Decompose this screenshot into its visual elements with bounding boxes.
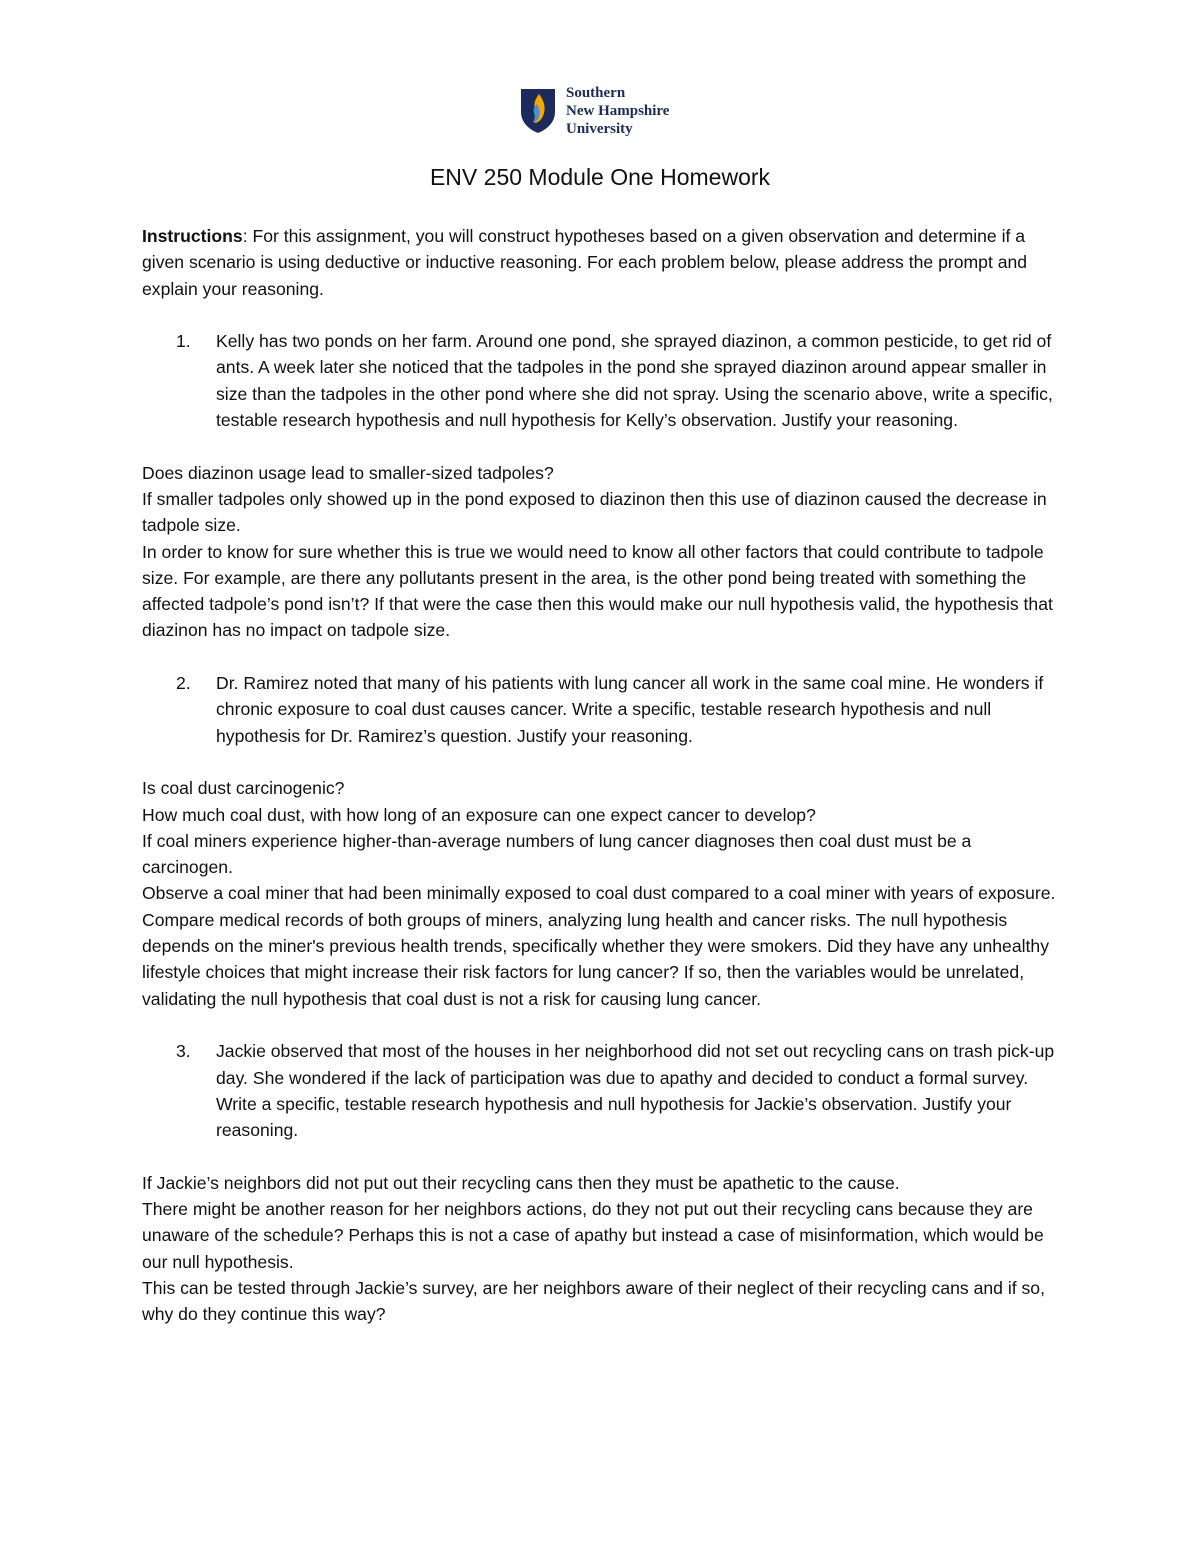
answer-2-line-1: Is coal dust carcinogenic? <box>142 778 345 799</box>
question-3 <box>142 1038 1062 1143</box>
question-number: 1. <box>176 331 191 352</box>
document-body <box>142 223 1062 1327</box>
page-title: ENV 250 Module One Homework <box>429 164 771 190</box>
instructions-paragraph <box>142 223 1062 302</box>
question-number: 2. <box>176 673 191 694</box>
question-text: Jackie observed that most of the houses in her neighborhood did not set out recycling cans on trash pick-up day. She wondered if the lack of participation was due to apathy and decided to conduct a formal survey. Write a specific, testable research hypothesis and null hypothesis for Jackie’s observation. Justify your reasoning. <box>216 1041 1055 1141</box>
answer-1-line-3: In order to know for sure whether this is true we would need to know all other factors that could contribute to tadpole size. For example, are there any pollutants present in the area, is the other pond being treated with something the affected tadpole’s pond isn’t? If that were the case then this would make our null hypothesis valid, the hypothesis that diazinon has no impact on tadpole size. <box>142 541 1053 641</box>
shield-flame-icon <box>520 88 556 134</box>
question-2 <box>142 670 1062 749</box>
answer-3-line-2: There might be another reason for her neighbors actions, do they not put out their recycling cans because they are unaware of the schedule? Perhaps this is not a case of apathy but instead a case of misinformation, which would be our null hypothesis. <box>142 1198 1044 1272</box>
university-logo <box>520 84 669 138</box>
answer-3-line-3: This can be tested through Jackie’s survey, are her neighbors aware of their neglect of their recycling cans and if so, why do they continue this way? <box>142 1277 1045 1325</box>
answer-3-line-1: If Jackie’s neighbors did not put out their recycling cans then they must be apathetic to the cause. <box>142 1172 900 1193</box>
logo-line-3: University <box>566 121 633 137</box>
answer-2-line-2: How much coal dust, with how long of an exposure can one expect cancer to develop? <box>142 804 816 825</box>
logo-line-2: New Hampshire <box>566 103 670 119</box>
instructions-text: : For this assignment, you will construct hypotheses based on a given observation and determine if a given scenario is using deductive or inductive reasoning. For each problem below, please address the prompt and explain your reasoning. <box>142 226 1028 299</box>
answer-2-line-3: If coal miners experience higher-than-average numbers of lung cancer diagnoses then coal dust must be a carcinogen. <box>142 830 972 878</box>
instructions-label: Instructions <box>142 226 243 246</box>
question-1 <box>142 328 1062 433</box>
question-text: Dr. Ramirez noted that many of his patients with lung cancer all work in the same coal mine. He wonders if chronic exposure to coal dust causes cancer. Write a specific, testable research hypothesis and null hypothesis for Dr. Ramirez’s question. Justify your reasoning. <box>216 673 1044 746</box>
logo-wordmark <box>566 84 669 138</box>
answer-2-line-4: Observe a coal miner that had been minimally exposed to coal dust compared to a coal miner with years of exposure. Compare medical records of both groups of miners, analyzing lung health and cancer risks. The null hypothesis depends on the miner's previous health trends, specifically whether they were smokers. Did they have any unhealthy lifestyle choices that might increase their risk factors for lung cancer? If so, then the variables would be unrelated, validating the null hypothesis that coal dust is not a risk for causing lung cancer. <box>142 883 1056 1009</box>
question-number: 3. <box>176 1041 191 1062</box>
question-text: Kelly has two ponds on her farm. Around one pond, she sprayed diazinon, a common pesticide, to get rid of ants. A week later she noticed that the tadpoles in the pond she sprayed diazinon around appear smaller in size than the tadpoles in the other pond where she did not spray. Using the scenario above, write a specific, testable research hypothesis and null hypothesis for Kelly’s observation. Justify your reasoning. <box>216 331 1053 431</box>
answer-1-line-1: Does diazinon usage lead to smaller-sized tadpoles? <box>142 462 554 483</box>
answer-1-line-2: If smaller tadpoles only showed up in the pond exposed to diazinon then this use of diazinon caused the decrease in tadpole size. <box>142 488 1047 536</box>
logo-line-1: Southern <box>566 85 626 101</box>
